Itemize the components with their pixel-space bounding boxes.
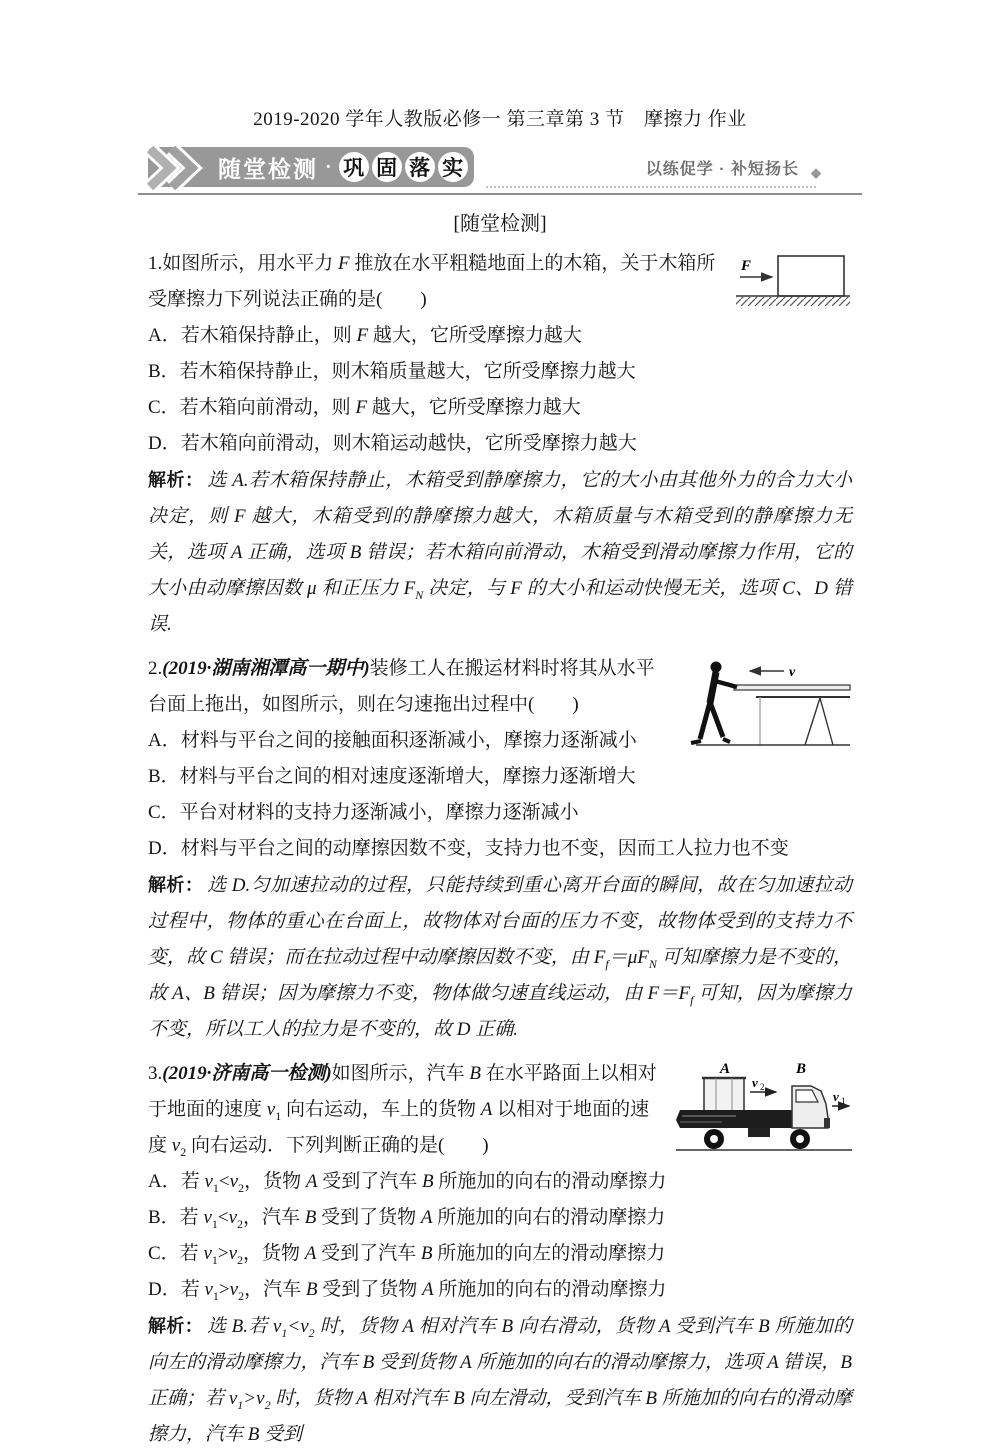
truck-label: B — [796, 1061, 807, 1077]
cargo-label: A — [720, 1061, 731, 1077]
question-3-option-c: C．若 $v_1>v_2$，货物 A 受到了汽车 B 所施加的向左的滑动摩擦力 — [148, 1243, 666, 1267]
question-2-option-a: A．材料与平台之间的接触面积逐渐减小，摩擦力逐渐减小 — [148, 730, 637, 751]
section-banner — [148, 147, 852, 195]
question-3-analysis — [148, 1308, 852, 1453]
question-3-figure-truck-with-cargo — [676, 1060, 852, 1162]
analysis-text: 选 D.匀加速拉动的过程，只能持续到重心离开台面的瞬间，故在匀加速拉动过程中，物体的重心在台面上，故物体对台面的压力不变，故物体受到的支持力不变，故 C 错误；而在拉动过程中动摩擦因数不变，由 $F_f=\mu F_N$ 可知摩擦力是不变的，故 A、B 错误；因为摩擦力不变，物体做匀速直线运动，由 $F=F_f$ 可知，因为摩擦力不变，所以工人的拉力是不变的，故 D 正确. — [148, 875, 852, 1040]
question-3 — [148, 1056, 852, 1308]
question-1-option-b: B．若木箱保持静止，则木箱质量越大，它所受摩擦力越大 — [148, 361, 636, 382]
banner-underline — [138, 193, 862, 195]
banner-badge: 实 — [438, 152, 468, 182]
banner-badge: 落 — [405, 152, 435, 182]
cargo-velocity-label: v — [752, 1075, 758, 1090]
chevron-icon — [142, 143, 208, 193]
section-heading: [随堂检测] — [453, 213, 547, 235]
dotted-divider — [486, 186, 816, 188]
question-3-option-d: D．若 $v_1>v_2$，汽车 B 受到了货物 A 所施加的向右的滑动摩擦力 — [148, 1279, 667, 1303]
question-1-analysis — [148, 462, 852, 643]
question-3-stem: 3.(2019·济南高一检测)如图所示，汽车 B 在水平路面上以相对于地面的速度 $v_1$ 向右运动，车上的货物 A 以相对于地面的速度 $v_2$ 向右运动．下列判断正确的是( ) — [148, 1063, 657, 1159]
question-2 — [148, 651, 852, 867]
question-3-option-a: A．若 $v_1<v_2$，货物 A 受到了汽车 B 所施加的向右的滑动摩擦力 — [148, 1171, 667, 1195]
banner-bar — [148, 147, 474, 187]
analysis-label: 解析： — [148, 1316, 204, 1336]
question-1-figure-box-on-ground — [734, 250, 852, 310]
analysis-text: 选 B.若 $v_1<v_2$ 时，货物 A 相对汽车 B 向右滑动，货物 A 受到汽车 B 所施加的向左的滑动摩擦力，汽车 B 受到货物 A 所施加的向右的滑动摩擦力，选项 A 错误，B 正确；若 $v_1>v_2$ 时，货物 A 相对汽车 B 向左滑动，受到汽车 B 所施加的向右的滑动摩擦力，汽车 B 受到 — [148, 1316, 852, 1445]
question-1-option-d: D．若木箱向前滑动，则木箱运动越快，它所受摩擦力越大 — [148, 433, 637, 454]
banner-badge: 固 — [372, 152, 402, 182]
question-1 — [148, 246, 852, 462]
banner-badge: 巩 — [339, 152, 369, 182]
question-2-analysis — [148, 867, 852, 1048]
question-2-option-c: C．平台对材料的支持力逐渐减小，摩擦力逐渐减小 — [148, 802, 579, 823]
question-2-figure-worker-pulling-board — [682, 655, 852, 753]
question-3-option-b: B．若 $v_1<v_2$，汽车 B 受到了货物 A 所施加的向右的滑动摩擦力 — [148, 1207, 666, 1231]
analysis-text: 选 A.若木箱保持静止，木箱受到静摩擦力，它的大小由其他外力的合力大小决定，则 F 越大，木箱受到的静摩擦力越大，木箱质量与木箱受到的静摩擦力无关，选项 A 正确，选项 B 错误；若木箱向前滑动，木箱受到滑动摩擦力作用，它的大小由动摩擦因数 μ 和正压力 $F_N$ 决定，与 F 的大小和运动快慢无关，选项 C、D 错误. — [148, 470, 853, 635]
analysis-label: 解析： — [148, 875, 204, 895]
doc-title: 2019-2020 学年人教版必修一 第三章第 3 节 摩擦力 作业 — [253, 109, 747, 130]
diamond-icon: ◆ — [811, 165, 822, 180]
velocity-label: v — [789, 665, 796, 680]
question-2-stem: 2.(2019·湖南湘潭高一期中)装修工人在搬运材料时将其从水平台面上拖出，如图所示，则在匀速拖出过程中( ) — [148, 658, 655, 715]
cargo-velocity-subscript: 2 — [760, 1082, 765, 1092]
question-2-option-d: D．材料与平台之间的动摩擦因数不变，支持力也不变，因而工人拉力也不变 — [148, 838, 789, 859]
banner-dot: · — [325, 155, 332, 178]
truck-velocity-subscript: 1 — [841, 1096, 846, 1106]
banner-title: 随堂检测 — [218, 155, 318, 182]
force-label: F — [741, 258, 752, 274]
question-1-stem: 1.如图所示，用水平力 F 推放在水平粗糙地面上的木箱，关于木箱所受摩擦力下列说法正确的是( ) — [148, 253, 716, 310]
banner-slogan: 以练促学 · 补短扬长 ◆ — [645, 161, 822, 180]
question-1-option-a: A．若木箱保持静止，则 F 越大，它所受摩擦力越大 — [148, 325, 582, 346]
question-2-option-b: B．材料与平台之间的相对速度逐渐增大，摩擦力逐渐增大 — [148, 766, 636, 787]
question-1-option-c: C．若木箱向前滑动，则 F 越大，它所受摩擦力越大 — [148, 397, 581, 418]
analysis-label: 解析： — [148, 470, 204, 490]
truck-velocity-label: v — [833, 1089, 839, 1104]
